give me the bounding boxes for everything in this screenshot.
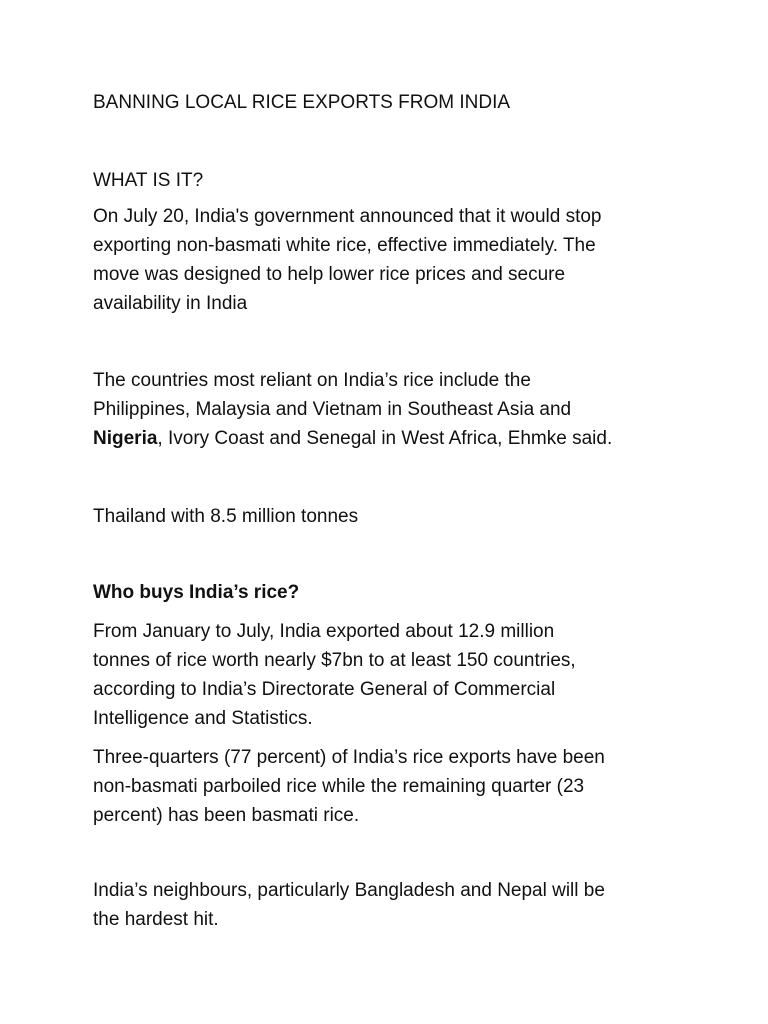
text-line: Three-quarters (77 percent) of India’s rice exports have been bbox=[93, 747, 605, 768]
section-heading-who-buys: Who buys India’s rice? bbox=[93, 582, 300, 603]
text-line: Philippines, Malaysia and Vietnam in Southeast Asia and bbox=[93, 399, 572, 420]
section-heading-what-is-it: WHAT IS IT? bbox=[93, 170, 204, 191]
paragraph-reliant-countries bbox=[93, 366, 612, 453]
paragraph-neighbours bbox=[93, 876, 605, 934]
text-line: India’s neighbours, particularly Bangladesh and Nepal will be bbox=[93, 880, 605, 901]
paragraph-announcement bbox=[93, 202, 602, 318]
paragraph-export-volume bbox=[93, 617, 576, 733]
text-line: move was designed to help lower rice prices and secure bbox=[93, 264, 566, 285]
text-line bbox=[93, 424, 612, 453]
text-line: The countries most reliant on India’s rice include the bbox=[93, 370, 531, 391]
text-line: non-basmati parboiled rice while the remaining quarter (23 bbox=[93, 776, 585, 797]
paragraph-export-composition bbox=[93, 743, 605, 830]
paragraph-thailand: Thailand with 8.5 million tonnes bbox=[93, 506, 359, 527]
bold-country-name: Nigeria bbox=[93, 428, 158, 449]
text-line-rest: , Ivory Coast and Senegal in West Africa, Ehmke said. bbox=[157, 428, 613, 449]
text-line: the hardest hit. bbox=[93, 909, 219, 930]
text-line: Intelligence and Statistics. bbox=[93, 708, 313, 729]
document-title: BANNING LOCAL RICE EXPORTS FROM INDIA bbox=[93, 92, 511, 113]
text-line: according to India’s Directorate General of Commercial bbox=[93, 679, 556, 700]
text-line: On July 20, India's government announced that it would stop bbox=[93, 206, 602, 227]
text-line: exporting non-basmati white rice, effective immediately. The bbox=[93, 235, 596, 256]
text-line: availability in India bbox=[93, 293, 248, 314]
text-line: percent) has been basmati rice. bbox=[93, 805, 360, 826]
text-line: tonnes of rice worth nearly $7bn to at least 150 countries, bbox=[93, 650, 576, 671]
text-line: From January to July, India exported about 12.9 million bbox=[93, 621, 555, 642]
